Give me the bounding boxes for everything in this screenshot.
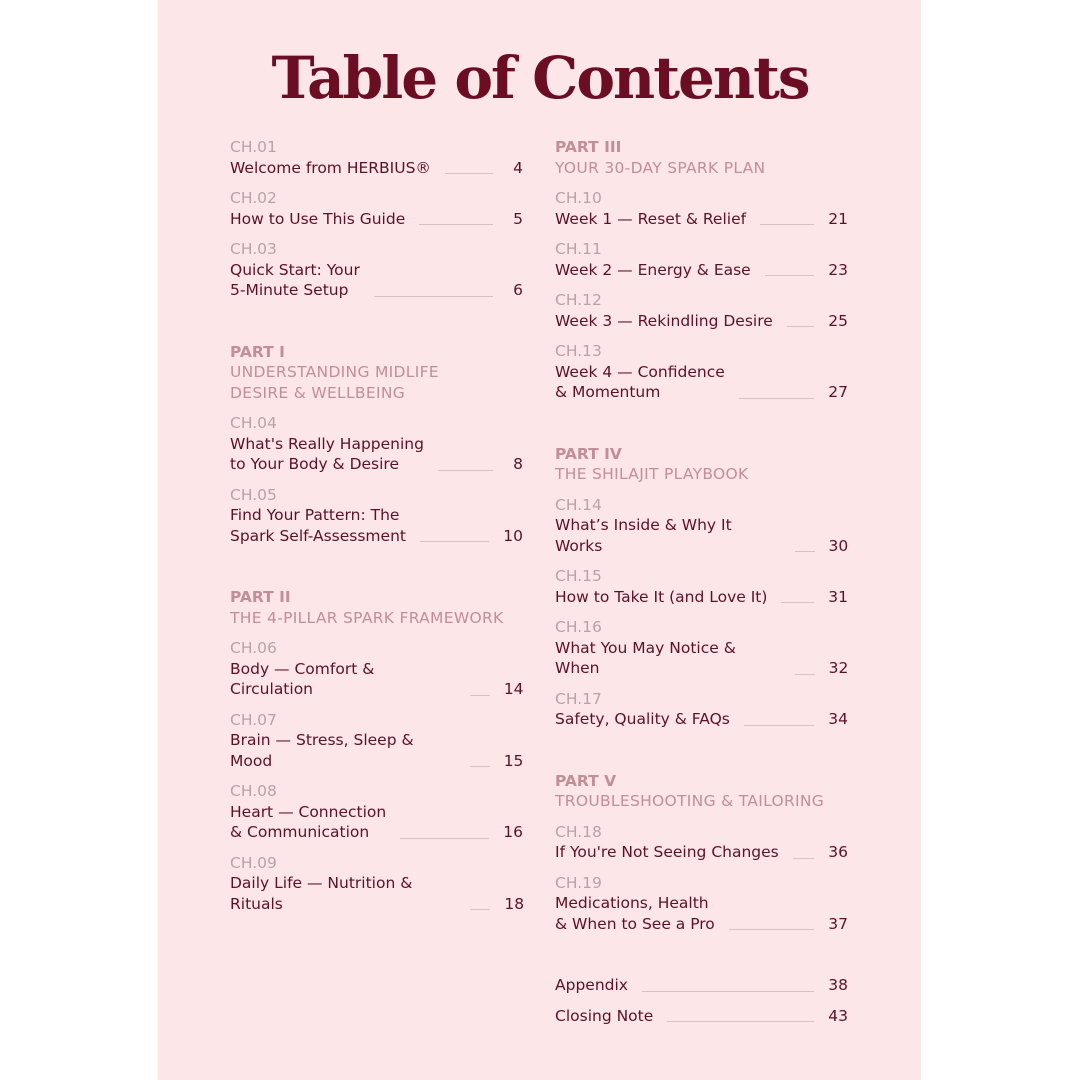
chapter-number: CH.08 [230, 782, 277, 800]
toc-entry-appendix[interactable] [555, 975, 848, 996]
toc-entry[interactable] [230, 137, 523, 178]
chapter-number: CH.07 [230, 710, 277, 729]
page-number: 36 [828, 843, 848, 861]
part-section [230, 342, 523, 547]
chapter-number: CH.05 [230, 485, 277, 504]
chapter-number: CH.13 [555, 342, 602, 360]
toc-entry[interactable] [555, 341, 848, 403]
chapter-title: Medications, Health & When to See a Pro [555, 894, 715, 933]
part-label: PART III [555, 138, 622, 156]
chapter-title: Find Your Pattern: The Spark Self-Assessment [230, 506, 406, 545]
entry-title: Appendix [555, 976, 628, 994]
page-number: 32 [828, 659, 849, 677]
toc-entry[interactable] [555, 290, 848, 331]
leader-line [374, 296, 493, 297]
part-section [555, 771, 848, 935]
chapter-title: How to Take It (and Love It) [555, 587, 768, 606]
toc-entry[interactable] [230, 710, 523, 772]
chapter-number: CH.12 [555, 291, 602, 309]
leader-line [470, 695, 490, 696]
chapter-title: What You May Notice & When [555, 638, 736, 677]
page-number: 10 [503, 526, 523, 545]
part-label: PART V [555, 771, 617, 790]
toc-entry[interactable] [555, 689, 848, 730]
toc-entry[interactable] [230, 485, 523, 547]
leader-line [667, 1021, 814, 1022]
leader-line [795, 674, 815, 675]
leader-line [781, 602, 814, 603]
page-number: 38 [828, 976, 848, 994]
chapter-title: Daily Life — Nutrition & Rituals [230, 874, 413, 913]
chapter-number: CH.18 [555, 822, 602, 841]
leader-line [445, 173, 493, 174]
toc-column-left [230, 137, 523, 924]
page-number: 16 [503, 823, 523, 841]
page-number: 6 [513, 281, 523, 299]
leader-line [729, 929, 814, 930]
page-number: 15 [503, 751, 524, 770]
chapter-number: CH.10 [555, 189, 602, 207]
page-number: 21 [828, 209, 848, 228]
chapter-number: CH.04 [230, 414, 277, 432]
leader-line [470, 909, 490, 910]
chapter-title: What's Really Happening to Your Body & Desire [230, 434, 424, 473]
page-number: 18 [504, 894, 525, 913]
chapter-title: If You're Not Seeing Changes [555, 843, 779, 861]
toc-entry[interactable] [555, 822, 848, 863]
page-number: 14 [503, 680, 524, 698]
chapter-number: CH.15 [555, 567, 602, 585]
toc-entry[interactable] [555, 495, 848, 557]
chapter-number: CH.02 [230, 189, 277, 207]
part-title: THE 4-PILLAR SPARK FRAMEWORK [230, 608, 504, 627]
chapter-number: CH.01 [230, 138, 277, 156]
leader-line [400, 838, 489, 839]
page-number: 43 [828, 1006, 848, 1025]
chapter-title: Body — Comfort & Circulation [230, 659, 375, 698]
toc-entry[interactable] [555, 566, 848, 607]
part-label: PART I [230, 342, 285, 361]
leader-line [765, 275, 815, 276]
leader-line [795, 551, 815, 552]
part-label: PART II [230, 588, 291, 606]
toc-entry-closing-note[interactable] [555, 1006, 848, 1027]
toc-entry[interactable] [555, 188, 848, 229]
page-number: 8 [513, 455, 523, 473]
chapter-title: How to Use This Guide [230, 209, 406, 228]
leader-line [420, 541, 489, 542]
chapter-title: Quick Start: Your 5-Minute Setup [230, 260, 360, 299]
toc-entry[interactable] [230, 188, 523, 229]
toc-entry[interactable] [230, 853, 523, 915]
page-number: 27 [828, 383, 848, 401]
chapter-number: CH.19 [555, 873, 602, 892]
chapter-number: CH.09 [230, 853, 277, 872]
toc-column-right [555, 137, 848, 1036]
page-number: 34 [828, 710, 848, 728]
part-title: THE SHILAJIT PLAYBOOK [555, 465, 749, 483]
leader-line [419, 224, 493, 225]
page-number: 5 [513, 209, 523, 228]
leader-line [787, 326, 814, 327]
part-section [555, 137, 848, 403]
chapter-title: Safety, Quality & FAQs [555, 710, 730, 728]
chapter-number: CH.11 [555, 240, 602, 258]
page-number: 23 [828, 260, 848, 279]
leader-line [470, 766, 490, 767]
part-title: TROUBLESHOOTING & TAILORING [555, 792, 825, 810]
chapter-title: Welcome from HERBIUS® [230, 158, 431, 177]
leader-line [760, 224, 814, 225]
leader-line [744, 725, 814, 726]
part-section [555, 444, 848, 730]
page-number: 4 [513, 158, 523, 177]
page-number: 30 [828, 536, 849, 555]
chapter-title: Week 1 — Reset & Relief [555, 209, 747, 228]
chapter-number: CH.06 [230, 639, 277, 657]
entry-title: Closing Note [555, 1006, 654, 1025]
leader-line [793, 858, 815, 859]
part-title: UNDERSTANDING MIDLIFE DESIRE & WELLBEING [230, 363, 439, 402]
leader-line [739, 398, 815, 399]
intro-section [230, 137, 523, 301]
toc-entry[interactable] [230, 638, 523, 700]
chapter-number: CH.16 [555, 618, 602, 636]
toc-entry[interactable] [555, 239, 848, 280]
page-number: 25 [828, 311, 848, 330]
toc-entry[interactable] [230, 781, 523, 843]
extras-section [555, 975, 848, 1026]
toc-entry[interactable] [230, 413, 523, 475]
part-title: YOUR 30-DAY SPARK PLAN [555, 158, 766, 177]
chapter-title: Week 4 — Confidence & Momentum [555, 362, 725, 401]
page-number: 31 [828, 587, 848, 606]
page-number: 37 [828, 914, 848, 933]
toc-entry[interactable] [555, 617, 848, 679]
toc-entry[interactable] [230, 239, 523, 301]
leader-line [642, 991, 814, 992]
chapter-title: Brain — Stress, Sleep & Mood [230, 731, 414, 770]
part-label: PART IV [555, 444, 622, 463]
chapter-number: CH.03 [230, 240, 277, 258]
chapter-number: CH.14 [555, 495, 602, 514]
toc-entry[interactable] [555, 873, 848, 935]
chapter-title: What’s Inside & Why It Works [555, 516, 732, 555]
chapter-title: Heart — Connection & Communication [230, 802, 387, 841]
part-section [230, 587, 523, 914]
page-title: Table of Contents [271, 44, 809, 112]
leader-line [438, 470, 493, 471]
chapter-number: CH.17 [555, 689, 602, 708]
chapter-title: Week 2 — Energy & Ease [555, 260, 751, 279]
chapter-title: Week 3 — Rekindling Desire [555, 311, 773, 330]
